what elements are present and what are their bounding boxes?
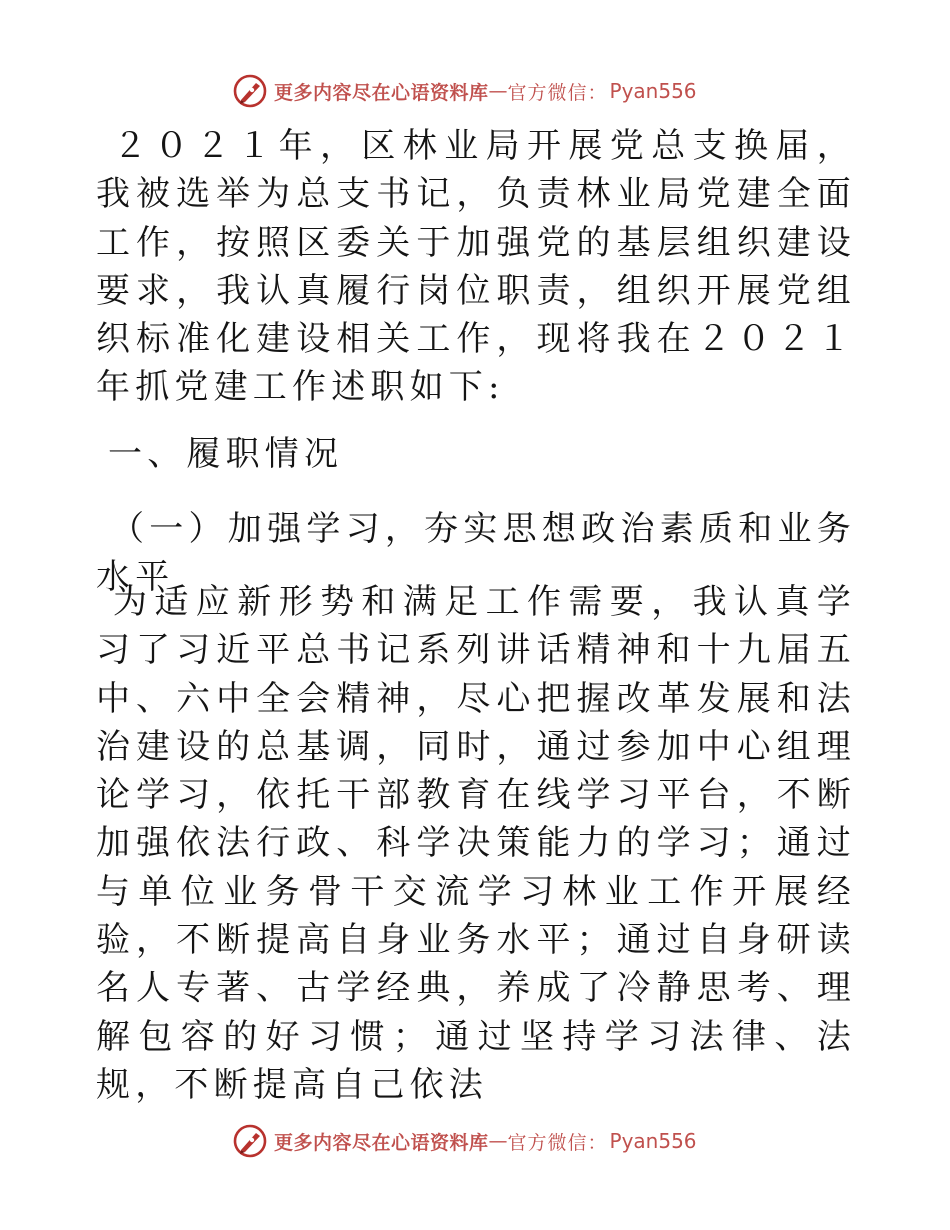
body-paragraph: 为适应新形势和满足工作需要，我认真学习了习近平总书记系列讲话精神和十九届五中、六中全会精神，尽心把握改革发展和法治建设的总基调，同时，通过参加中心组理论学习，依托干部教育在线学习平台，不断加强依法行政、科学决策能力的学习；通过与单位业务骨干交流学习林业工作开展经验，不断提高自身业务水平；通过自身研读名人专著、古学经典，养成了冷静思考、理解包容的好习惯；通过坚持学习法律、法规，不断提高自己依法 [96, 582, 856, 1105]
intro-paragraph: ２０２１年，区林业局开展党总支换届，我被选举为总支书记，负责林业局党建全面工作，按照区委关于加强党的基层组织建设要求，我认真履行岗位职责，组织开展党组织标准化建设相关工作，现将我在２０２１年抓党建工作述职如下: [96, 126, 856, 408]
watermark-separator: — [488, 1130, 508, 1152]
watermark-banner-bottom [232, 1122, 697, 1160]
watermark-main-text: 更多内容尽在心语资料库 [274, 81, 489, 104]
watermark-separator: — [488, 80, 508, 102]
watermark-official-label: 官方微信： [507, 1131, 608, 1154]
watermark-main-text: 更多内容尽在心语资料库 [274, 1131, 489, 1154]
section-heading: 一、履职情况 [108, 434, 344, 474]
subsection-heading: （一）加强学习，夯实思想政治素质和业务水平 [96, 509, 856, 598]
pen-circle-logo-icon [232, 1123, 268, 1159]
watermark-account-id: Pyan556 [609, 79, 697, 103]
watermark-account-id: Pyan556 [609, 1129, 697, 1153]
watermark-official-label: 官方微信： [507, 81, 608, 104]
